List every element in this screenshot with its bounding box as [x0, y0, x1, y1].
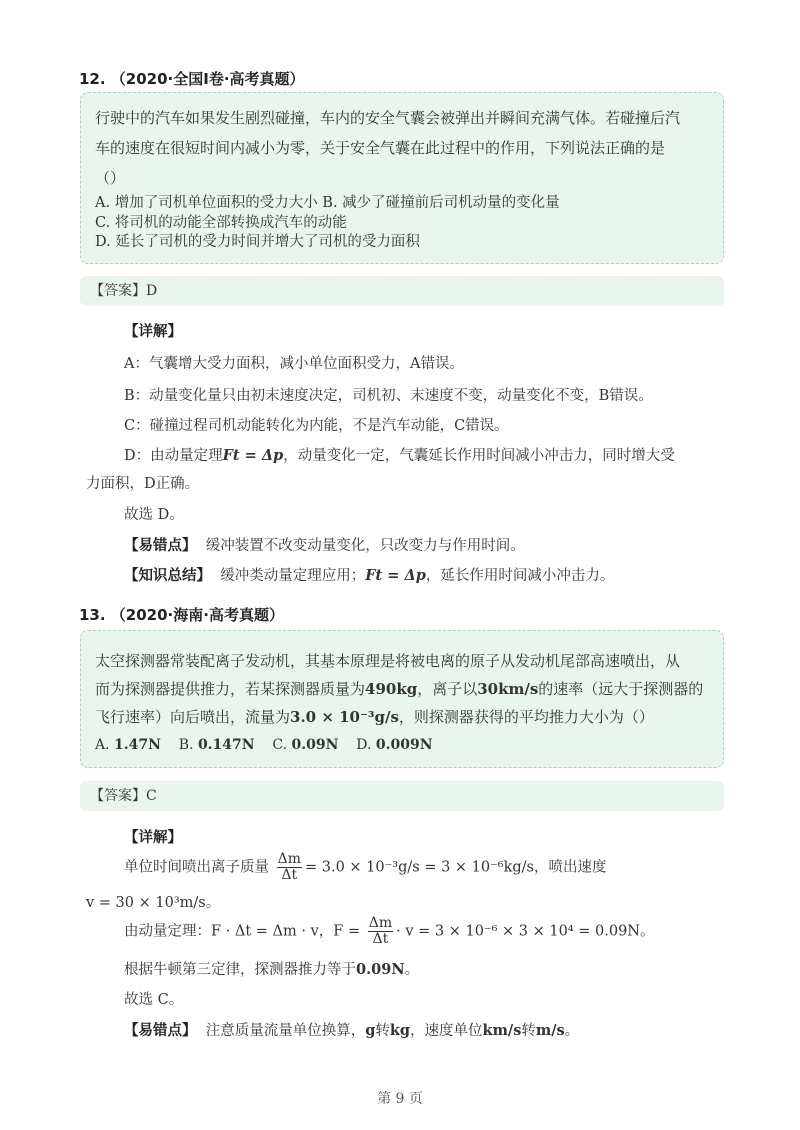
- stem3-prefix: 飞行速率）向后喷出，流量为: [95, 708, 291, 726]
- question-13-error-point: [124, 1019, 579, 1040]
- line1-prefix: 单位时间喷出离子质量: [124, 859, 269, 876]
- error-mid2: ，速度单位: [410, 1023, 483, 1039]
- thrust-value: 0.09N: [356, 961, 405, 978]
- question-12-detail-d-line2: 力面积，D正确。: [86, 476, 200, 492]
- summary-prefix: 缓冲类动量定理应用；: [220, 568, 366, 584]
- error-suffix: 。: [564, 1023, 580, 1039]
- question-13-detail-title: 【详解】: [124, 830, 182, 846]
- unit-kg: kg: [389, 1022, 411, 1039]
- question-12-stem-line3: （）: [95, 169, 126, 187]
- question-12-answer: 【答案】D: [80, 276, 724, 306]
- summary-label: 【知识总结】: [124, 568, 211, 584]
- question-12-option-c: C. 将司机的动能全部转换成汽车的动能: [95, 215, 347, 231]
- question-13-detail-line1: [124, 852, 606, 883]
- question-13-header: 13. （2020·海南·高考真题）: [79, 606, 284, 624]
- page-number: 第 9 页: [377, 1091, 423, 1107]
- error-point-text: 缓冲装置不改变动量变化，只改变力与作用时间。: [205, 538, 525, 554]
- question-12-detail-b: B：动量变化量只由初末速度决定，司机初、末速度不变，动量变化不变，B错误。: [124, 388, 653, 404]
- fraction-denominator: Δt: [372, 931, 389, 947]
- question-13-answer: 【答案】C: [80, 781, 724, 811]
- stem2-suffix: 的速率（远大于探测器的: [538, 680, 704, 698]
- line3-suffix: 。: [639, 923, 655, 940]
- question-13-stem-line3: [95, 703, 723, 731]
- question-12-header: 12. （2020·全国Ⅰ卷·高考真题）: [79, 70, 305, 88]
- option-b-label: B.: [178, 737, 194, 753]
- line4-prefix: 根据牛顿第三定律，探测器推力等于: [124, 962, 356, 978]
- question-12-stem-line2: 车的速度在很短时间内减小为零，关于安全气囊在此过程中的作用，下列说法正确的是: [95, 139, 666, 157]
- error-point-label: 【易错点】: [124, 1023, 197, 1039]
- question-12-choose: 故选 D。: [124, 507, 184, 523]
- line3-equation-part1: F · Δt = Δm · v，F =: [211, 923, 361, 940]
- question-13-choose: 故选 C。: [124, 992, 184, 1008]
- stem2-mid: ，离子以: [417, 680, 478, 698]
- unit-m-per-s: m/s: [535, 1022, 565, 1039]
- question-12-detail-a: A：气囊增大受力面积，减小单位面积受力，A错误。: [124, 356, 464, 372]
- error-prefix: 注意质量流量单位换算，: [205, 1023, 366, 1039]
- question-13-stem-line1: 太空探测器常装配离子发动机，其基本原理是将被电离的原子从发动机尾部高速喷出，从: [95, 652, 681, 670]
- question-12-option-d: D. 延长了司机的受力时间并增大了司机的受力面积: [95, 234, 420, 250]
- question-12-options-ab: A. 增加了司机单位面积的受力大小 B. 减少了碰撞前后司机动量的变化量: [95, 195, 560, 211]
- summary-formula: Ft = Δp: [365, 567, 426, 584]
- line3-equation-part2: · v = 3 × 10⁻⁶ × 3 × 10⁴ = 0.09N: [396, 923, 640, 940]
- dm-dt-fraction: [277, 852, 302, 883]
- question-13-options: [95, 731, 723, 759]
- fraction-denominator: Δt: [281, 867, 298, 883]
- option-d: 0.009N: [375, 737, 433, 753]
- stem3-suffix: ，则探测器获得的平均推力大小为（）: [398, 708, 654, 726]
- question-13-detail-line4: [124, 958, 419, 979]
- question-13-detail-line2: v = 30 × 10³m/s。: [86, 895, 221, 911]
- option-c-label: C.: [272, 737, 288, 753]
- error-mid1: 转: [375, 1023, 390, 1039]
- unit-g: g: [365, 1022, 376, 1039]
- option-c: 0.09N: [291, 737, 339, 753]
- option-a-label: A.: [95, 737, 110, 753]
- unit-km-per-s: km/s: [482, 1022, 522, 1039]
- question-13-box: [80, 630, 724, 768]
- line3-prefix: 由动量定理：: [124, 923, 211, 940]
- line1-suffix: ，喷出速度: [533, 859, 607, 876]
- error-mid3: 转: [521, 1023, 536, 1039]
- detail-d-prefix: D：由动量定理: [124, 448, 223, 464]
- detail-d-suffix: ，动量变化一定，气囊延长作用时间减小冲击力，同时增大受: [283, 448, 675, 464]
- line4-suffix: 。: [404, 962, 420, 978]
- summary-suffix: ，延长作用时间减小冲击力。: [425, 568, 615, 584]
- question-13-detail-line3: [124, 916, 654, 947]
- question-12-detail-c: C：碰撞过程司机动能转化为内能，不是汽车动能，C错误。: [124, 418, 509, 434]
- dm-dt-fraction-2: [368, 916, 393, 947]
- question-13-stem-line2: [95, 675, 723, 703]
- error-point-label: 【易错点】: [124, 538, 197, 554]
- question-12-stem-line1: 行驶中的汽车如果发生剧烈碰撞，车内的安全气囊会被弹出并瞬间充满气体。若碰撞后汽: [95, 109, 681, 127]
- momentum-theorem-formula: Ft = Δp: [222, 447, 284, 464]
- question-12-box: [80, 92, 724, 264]
- line1-equation: = 3.0 × 10⁻³g/s = 3 × 10⁻⁶kg/s: [305, 859, 534, 876]
- option-a: 1.47N: [114, 737, 161, 753]
- question-12-detail-d: [124, 444, 675, 465]
- mass-flow-rate: 3.0 × 10⁻³g/s: [290, 708, 399, 726]
- option-b: 0.147N: [197, 737, 255, 753]
- option-d-label: D.: [356, 737, 372, 753]
- question-12-error-point: [124, 534, 525, 555]
- fraction-numerator: Δm: [368, 915, 393, 931]
- stem2-prefix: 而为探测器提供推力，若某探测器质量为: [95, 680, 366, 698]
- probe-mass: 490kg: [365, 680, 418, 698]
- question-12-knowledge-summary: [124, 564, 614, 585]
- fraction-numerator: Δm: [277, 851, 301, 867]
- ion-speed: 30km/s: [477, 680, 539, 698]
- question-12-detail-title: 【详解】: [124, 324, 182, 340]
